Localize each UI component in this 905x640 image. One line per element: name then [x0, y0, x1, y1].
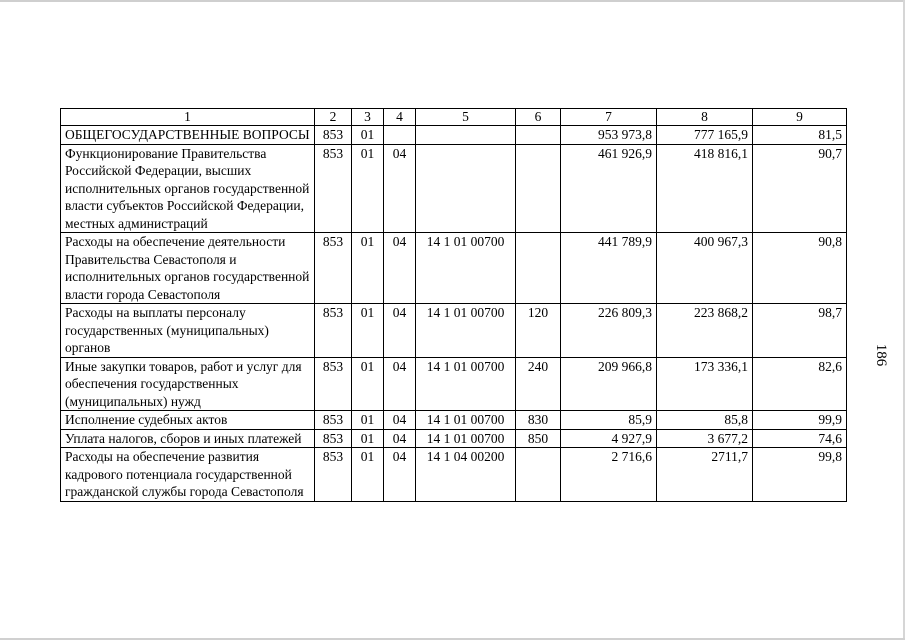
page-number: 186	[873, 343, 889, 367]
actual-amount-cell: 418 816,1	[657, 144, 753, 233]
target-item-cell: 14 1 01 00700	[416, 429, 516, 448]
target-item-cell: 14 1 01 00700	[416, 304, 516, 358]
percent-cell: 90,7	[753, 144, 847, 233]
row-name-cell: Уплата налогов, сборов и иных платежей	[61, 429, 315, 448]
row-name-cell: Расходы на выплаты персоналу государственных (муниципальных) органов	[61, 304, 315, 358]
plan-amount-cell: 85,9	[561, 411, 657, 430]
subsection-code-cell: 04	[384, 304, 416, 358]
admin-code-cell: 853	[315, 233, 352, 304]
admin-code-cell: 853	[315, 357, 352, 411]
actual-amount-cell: 777 165,9	[657, 126, 753, 145]
subsection-code-cell: 04	[384, 144, 416, 233]
table-row	[61, 357, 847, 411]
expense-type-cell	[516, 448, 561, 502]
plan-amount-cell: 461 926,9	[561, 144, 657, 233]
expense-type-cell: 240	[516, 357, 561, 411]
target-item-cell: 14 1 01 00700	[416, 233, 516, 304]
percent-cell: 82,6	[753, 357, 847, 411]
plan-amount-cell: 4 927,9	[561, 429, 657, 448]
subsection-code-cell: 04	[384, 411, 416, 430]
row-name-cell: ОБЩЕГОСУДАРСТВЕННЫЕ ВОПРОСЫ	[61, 126, 315, 145]
subsection-code-cell: 04	[384, 233, 416, 304]
actual-amount-cell: 85,8	[657, 411, 753, 430]
percent-cell: 81,5	[753, 126, 847, 145]
section-code-cell: 01	[352, 448, 384, 502]
actual-amount-cell: 173 336,1	[657, 357, 753, 411]
target-item-cell: 14 1 04 00200	[416, 448, 516, 502]
actual-amount-cell: 223 868,2	[657, 304, 753, 358]
header-cell: 6	[516, 109, 561, 126]
table-header-row	[61, 109, 847, 126]
admin-code-cell: 853	[315, 304, 352, 358]
row-name-cell: Исполнение судебных актов	[61, 411, 315, 430]
header-cell: 8	[657, 109, 753, 126]
percent-cell: 98,7	[753, 304, 847, 358]
percent-cell: 90,8	[753, 233, 847, 304]
plan-amount-cell: 953 973,8	[561, 126, 657, 145]
plan-amount-cell: 209 966,8	[561, 357, 657, 411]
actual-amount-cell: 2711,7	[657, 448, 753, 502]
row-name-cell: Функционирование Правительства Российской Федерации, высших исполнительных органов государственной власти субъектов Российской Федерации, местных администраций	[61, 144, 315, 233]
section-code-cell: 01	[352, 144, 384, 233]
subsection-code-cell: 04	[384, 448, 416, 502]
header-cell: 2	[315, 109, 352, 126]
target-item-cell	[416, 126, 516, 145]
expense-type-cell: 850	[516, 429, 561, 448]
subsection-code-cell: 04	[384, 357, 416, 411]
expense-type-cell	[516, 233, 561, 304]
row-name-cell: Расходы на обеспечение деятельности Правительства Севастополя и исполнительных органов государственной власти города Севастополя	[61, 233, 315, 304]
section-code-cell: 01	[352, 429, 384, 448]
subsection-code-cell	[384, 126, 416, 145]
table-row	[61, 233, 847, 304]
expense-type-cell	[516, 144, 561, 233]
table-row	[61, 126, 847, 145]
admin-code-cell: 853	[315, 144, 352, 233]
row-name-cell: Иные закупки товаров, работ и услуг для обеспечения государственных (муниципальных) нужд	[61, 357, 315, 411]
row-name-cell: Расходы на обеспечение развития кадрового потенциала государственной гражданской службы города Севастополя	[61, 448, 315, 502]
header-cell: 9	[753, 109, 847, 126]
header-cell: 3	[352, 109, 384, 126]
section-code-cell: 01	[352, 233, 384, 304]
subsection-code-cell: 04	[384, 429, 416, 448]
section-code-cell: 01	[352, 411, 384, 430]
table-row	[61, 144, 847, 233]
header-cell: 1	[61, 109, 315, 126]
table-row	[61, 448, 847, 502]
budget-table	[60, 108, 847, 502]
plan-amount-cell: 2 716,6	[561, 448, 657, 502]
percent-cell: 74,6	[753, 429, 847, 448]
admin-code-cell: 853	[315, 411, 352, 430]
expense-type-cell	[516, 126, 561, 145]
admin-code-cell: 853	[315, 126, 352, 145]
plan-amount-cell: 226 809,3	[561, 304, 657, 358]
section-code-cell: 01	[352, 357, 384, 411]
actual-amount-cell: 400 967,3	[657, 233, 753, 304]
header-cell: 4	[384, 109, 416, 126]
percent-cell: 99,8	[753, 448, 847, 502]
target-item-cell: 14 1 01 00700	[416, 357, 516, 411]
admin-code-cell: 853	[315, 448, 352, 502]
header-cell: 5	[416, 109, 516, 126]
target-item-cell	[416, 144, 516, 233]
section-code-cell: 01	[352, 304, 384, 358]
table-row	[61, 429, 847, 448]
target-item-cell: 14 1 01 00700	[416, 411, 516, 430]
table-row	[61, 304, 847, 358]
section-code-cell: 01	[352, 126, 384, 145]
actual-amount-cell: 3 677,2	[657, 429, 753, 448]
plan-amount-cell: 441 789,9	[561, 233, 657, 304]
header-cell: 7	[561, 109, 657, 126]
table-row	[61, 411, 847, 430]
expense-type-cell: 830	[516, 411, 561, 430]
admin-code-cell: 853	[315, 429, 352, 448]
scan-border-top	[0, 0, 905, 2]
expense-type-cell: 120	[516, 304, 561, 358]
percent-cell: 99,9	[753, 411, 847, 430]
